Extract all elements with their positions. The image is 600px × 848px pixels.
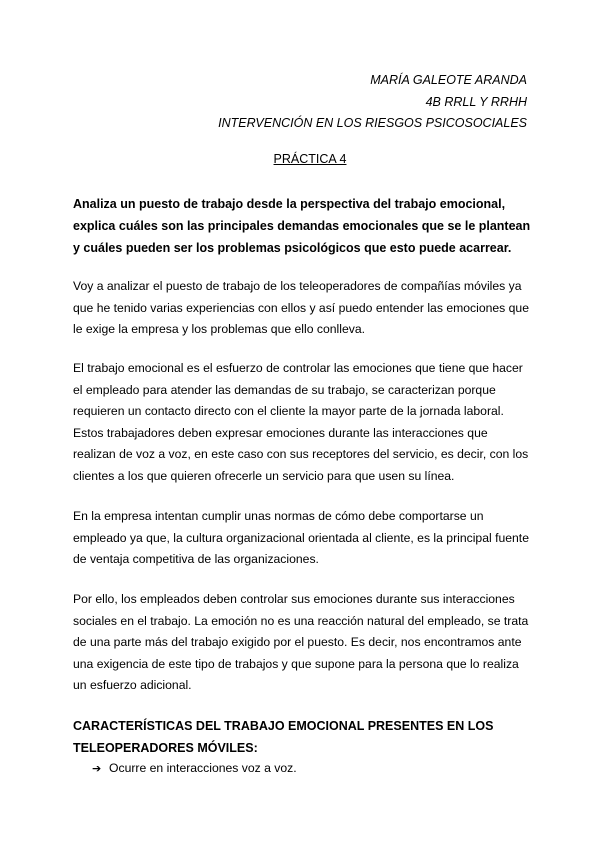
course-name: 4B RRLL Y RRHH [425,94,527,109]
paragraph: En la empresa intentan cumplir unas normas de cómo debe comportarse un empleado ya que, la cultura organizacional orientada al cliente, es la principal fuente de ventaja competitiva de las organizaciones. [73,509,529,567]
document-header [218,70,527,135]
paragraph: Por ello, los empleados deben controlar sus emociones durante sus interacciones sociales en el trabajo. La emoción no es una reacción natural del empleado, se trata de una parte más del trabajo exigido por el puesto. Es decir, nos encontramos ante una exigencia de este tipo de trabajos y que supone para la persona que lo realiza un esfuerzo adicional. [73,592,529,693]
list-item-text: Ocurre en interacciones voz a voz. [109,761,297,775]
bullet-list [92,758,297,780]
practice-title: PRÁCTICA 4 [273,152,347,166]
question-statement: Analiza un puesto de trabajo desde la perspectiva del trabajo emocional, explica cuáles son las principales demandas emocionales que se le plantean y cuáles pueden ser los problemas psicológicos que esto puede acarrear. [73,197,531,255]
section-heading: CARACTERÍSTICAS DEL TRABAJO EMOCIONAL PRESENTES EN LOS TELEOPERADORES MÓVILES: [73,719,494,755]
paragraph: Voy a analizar el puesto de trabajo de los teleoperadores de compañías móviles ya que he tenido varias experiencias con ellos y así puedo entender las emociones que le exige la empresa y los problemas que ello conlleva. [73,279,529,337]
list-item [92,758,297,780]
paragraph: El trabajo emocional es el esfuerzo de controlar las emociones que tiene que hacer el empleado para atender las demandas de su trabajo, se caracterizan porque requieren un contacto directo con el cliente la mayor parte de la jornada laboral. Estos trabajadores deben expresar emociones durante las interacciones que realizan de voz a voz, en este caso con sus receptores del servicio, es decir, con los clientes a los que quieren ofrecerle un servicio para que usen su línea. [73,361,529,483]
subject-name: INTERVENCIÓN EN LOS RIESGOS PSICOSOCIALES [218,116,527,130]
arrow-bullet-icon: ➔ [92,762,102,775]
author-name: MARÍA GALEOTE ARANDA [370,73,527,87]
